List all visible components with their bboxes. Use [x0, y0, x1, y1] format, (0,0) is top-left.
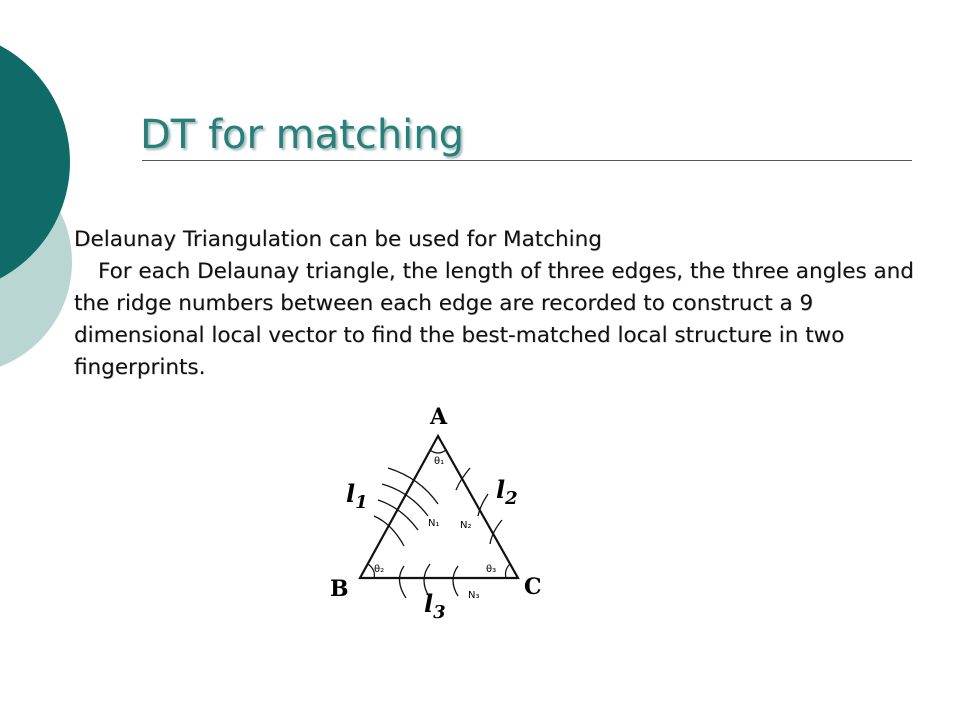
angle-arc-a [430, 450, 446, 453]
vertex-b-label: B [330, 576, 349, 602]
angle-1-label: θ₁ [434, 456, 445, 467]
angle-2-label: θ₂ [374, 564, 385, 575]
edge-l1-subscript: 1 [355, 492, 368, 513]
angle-3-label: θ₃ [486, 564, 497, 575]
vertex-c-label: C [524, 574, 542, 600]
ridge-count-1-label: N₁ [428, 518, 440, 529]
ridge-arc [388, 468, 438, 504]
title-underline [142, 160, 912, 161]
slide-title: DT for matching [140, 112, 465, 158]
body-line-1: Delaunay Triangulation can be used for Matching [74, 227, 602, 252]
ridge-count-3-label: N₃ [468, 590, 480, 601]
ridge-arc [378, 500, 418, 530]
edge-l2-letter: l [496, 475, 506, 504]
ridge-count-2-label: N₂ [460, 520, 472, 531]
edge-l3-label [424, 589, 446, 623]
ridge-arc [382, 484, 428, 516]
ridge-arc [478, 494, 488, 516]
body-paragraph: For each Delaunay triangle, the length of three edges, the three angles and the ridge numbers between each edge are recorded to construct a 9 dimensional local vector to find the best-matched local structure in two fingerprints. [74, 259, 914, 380]
ridge-arc [399, 566, 406, 598]
edge-l2-label [496, 475, 518, 509]
slide-body [74, 224, 934, 384]
delaunay-triangle-diagram [320, 398, 580, 638]
edge-l1-label [346, 479, 368, 513]
edge-l2-subscript: 2 [505, 488, 518, 509]
angle-arc-c [506, 564, 511, 578]
edge-l3-letter: l [424, 589, 434, 618]
vertex-a-label: A [430, 404, 448, 430]
edge-l1-letter: l [346, 479, 356, 508]
ridge-arc [453, 566, 458, 596]
edge-l3-subscript: 3 [433, 602, 446, 623]
ridge-arc [374, 516, 404, 546]
